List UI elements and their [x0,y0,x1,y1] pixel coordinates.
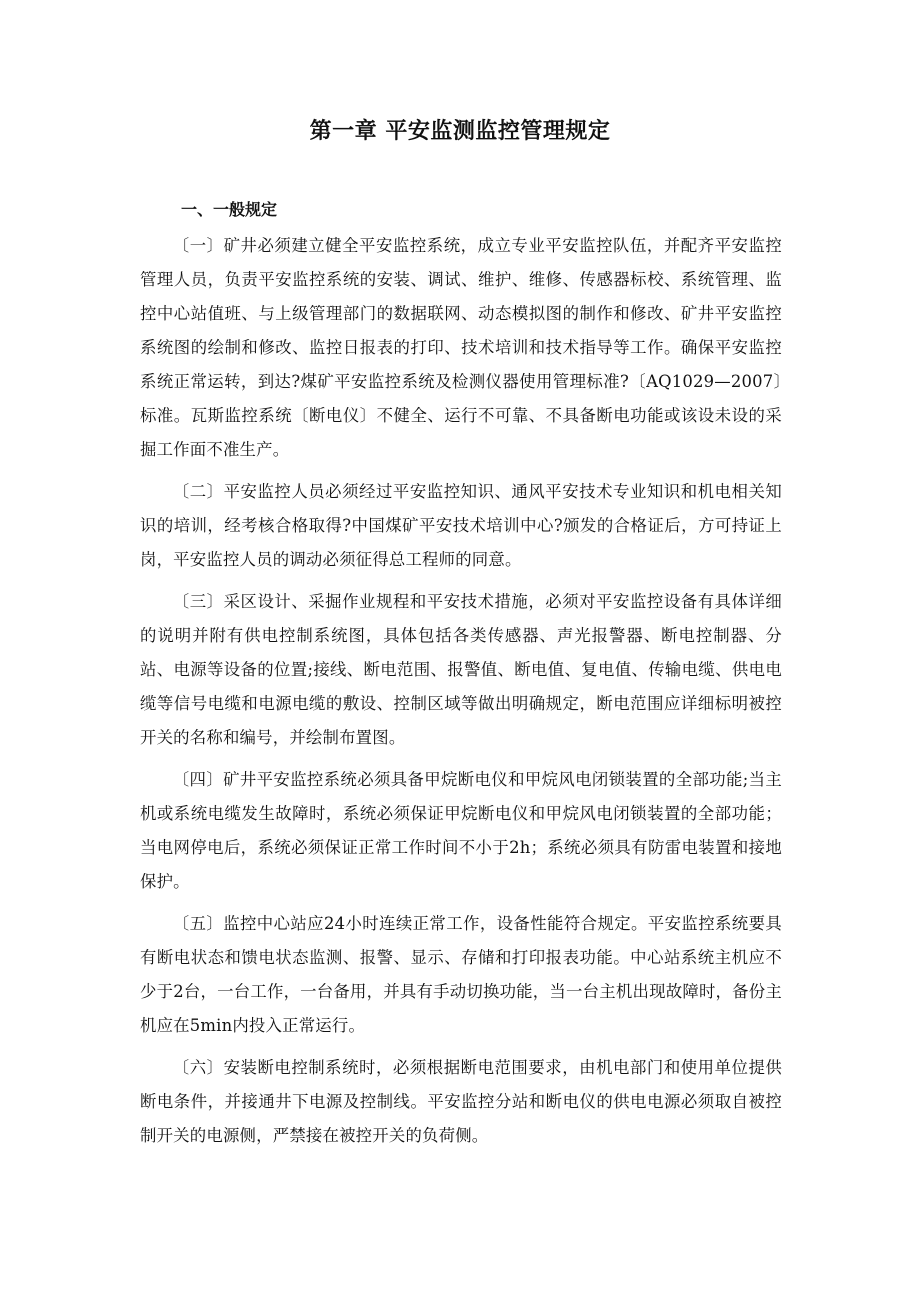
paragraph-2: 〔二〕平安监控人员必须经过平安监控知识、通风平安技术专业知识和机电相关知识的培训，经考核合格取得?中国煤矿平安技术培训中心?颁发的合格证后，方可持证上岗，平安监控人员的调动必须征得总工程师的同意。 [140,482,782,569]
paragraph-5: 〔五〕监控中心站应24小时连续正常工作，设备性能符合规定。平安监控系统要具有断电状态和馈电状态监测、报警、显示、存储和打印报表功能。中心站系统主机应不少于2台，一台工作，一台备用，并具有手动切换功能，当一台主机出现故障时，备份主机应在5min内投入正常运行。 [140,914,782,1035]
section-heading: 一、一般规定 [181,200,278,219]
chapter-title: 第一章 平安监测监控管理规定 [309,119,611,144]
paragraph-1: 〔一〕矿井必须建立健全平安监控系统，成立专业平安监控队伍，并配齐平安监控管理人员，负责平安监控系统的安装、调试、维护、维修、传感器标校、系统管理、监控中心站值班、与上级管理部门的数据联网、动态模拟图的制作和修改、矿井平安监控系统图的绘制和修改、监控日报表的打印、技术培训和技术指导等工作。确保平安监控系统正常运转，到达?煤矿平安监控系统及检测仪器使用管理标准?〔AQ1029—2007〕标准。瓦斯监控系统〔断电仪〕不健全、运行不可靠、不具备断电功能或该设未设的采掘工作面不准生产。 [140,236,782,459]
body-text [140,229,782,1161]
paragraph-6: 〔六〕安装断电控制系统时，必须根据断电范围要求，由机电部门和使用单位提供断电条件，并接通井下电源及控制线。平安监控分站和断电仪的供电电源必须取自被控制开关的电源侧，严禁接在被控开关的负荷侧。 [140,1058,782,1145]
paragraph-3: 〔三〕采区设计、采掘作业规程和平安技术措施，必须对平安监控设备有具体详细的说明并附有供电控制系统图，具体包括各类传感器、声光报警器、断电控制器、分站、电源等设备的位置;接线、断电范围、报警值、断电值、复电值、传输电缆、供电电缆等信号电缆和电源电缆的敷设、控制区域等做出明确规定，断电范围应详细标明被控开关的名称和编号，并绘制布置图。 [140,592,782,747]
paragraph-4: 〔四〕矿井平安监控系统必须具备甲烷断电仪和甲烷风电闭锁装置的全部功能;当主机或系统电缆发生故障时，系统必须保证甲烷断电仪和甲烷风电闭锁装置的全部功能；当电网停电后，系统必须保证正常工作时间不小于2h；系统必须具有防雷电装置和接地保护。 [140,770,782,891]
